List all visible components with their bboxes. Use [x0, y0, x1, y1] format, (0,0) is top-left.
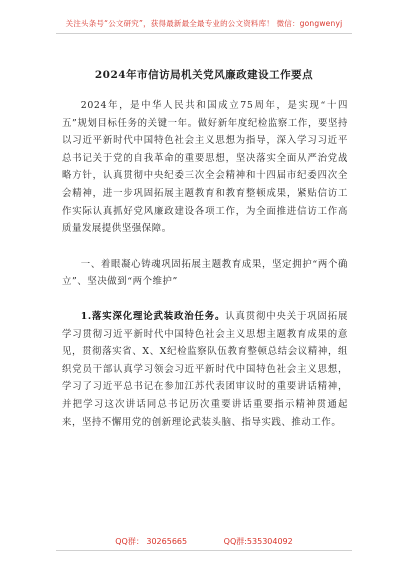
item-text: 认真贯彻中央关于巩固拓展学习贯彻习近平新时代中国特色社会主义思想主题教育成果的意见，贯彻落实省、X、X纪检监察队伍教育整顿总结会议精神，组织党员干部认真学习领会习近平新时代中国特色社会主义思想，学习了习近平总书记在参加江苏代表团审议时的重要讲话精神，并把学习这次讲话同总书记历次重要讲话重要指示精神贯通起来，坚持不懈用党的创新理论武装头脑、指导实践、推动工作。: [62, 310, 349, 428]
section-heading: 一、着眼凝心铸魂巩固拓展主题教育成果，坚定拥护“两个确立”、坚决做到“两个维护”: [62, 258, 348, 288]
item-paragraph: [62, 308, 348, 431]
footer-contacts: [0, 536, 408, 547]
intro-paragraph: 2024年，是中华人民共和国成立75周年，是实现“十四五”规划目标任务的关键一年。做好新年度纪检监察工作，要坚持以习近平新时代中国特色社会主义思想为指导，深入学习习近平总书记关于党的自我革命的重要思想，坚决落实全面从严治党战略方针，认真贯彻中央纪委三次全会精神和十四届市纪委四次全会精神，进一步巩固拓展主题教育和教育整顿成果，紧贴信访工作实际认真抓好党风廉政建设各项工作，为全面推进信访工作高质量发展提供坚强保障。: [62, 100, 348, 235]
header-banner: 关注头条号“公文研究”，获得最新最全最专业的公文资料库！ 微信：gongwenyj: [65, 19, 343, 28]
document-title: 2024年市信访局机关党风廉政建设工作要点: [94, 69, 314, 81]
footer-qq-group-1: QQ群： 30265665: [115, 537, 188, 546]
footer-divider: [56, 550, 352, 551]
document-body: [62, 97, 348, 431]
footer-qq-group-2: QQ群:535304092: [223, 537, 293, 546]
header-divider: [56, 33, 352, 34]
item-lead: 1.落实深化理论武装政治任务。: [80, 310, 226, 322]
